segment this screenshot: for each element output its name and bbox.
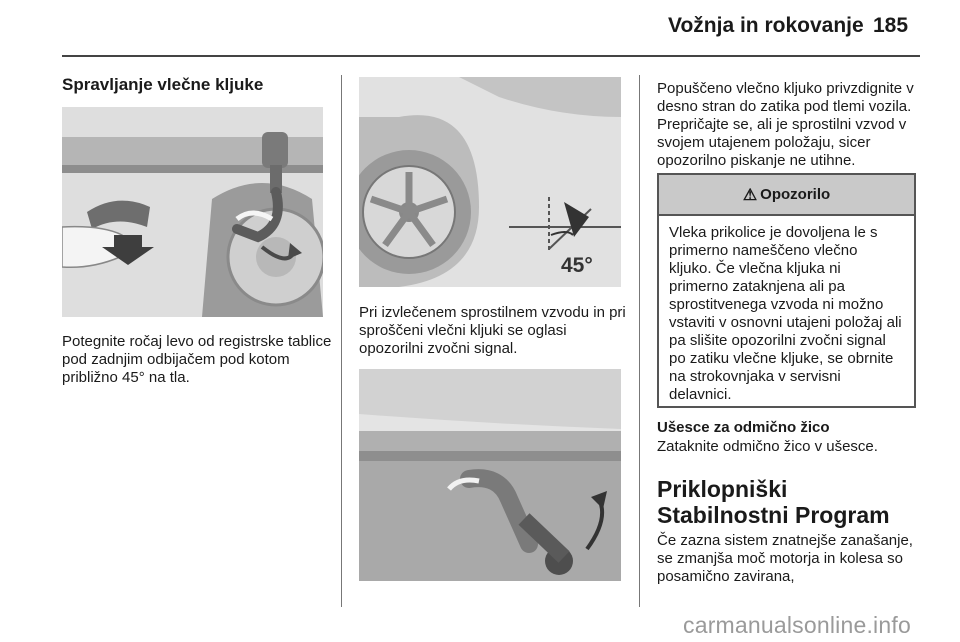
subheading-cable-eyelet: Ušesce za odmično žico — [657, 419, 830, 436]
header-rule — [62, 55, 920, 57]
paragraph-cable-eyelet: Zataknite odmično žico v ušesce. — [657, 438, 878, 455]
running-header-title: Vožnja in rokovanje — [668, 14, 864, 37]
column-divider-1 — [341, 75, 342, 607]
paragraph-trailer-stability: Če zazna sistem znatnejše zanašanje, se zmanjša moč motorja in kolesa so posamično zavirana, — [657, 532, 913, 585]
column-divider-2 — [639, 75, 640, 607]
section-title-trailer-stability: Priklopniški Stabilnostni Program — [657, 476, 890, 528]
angle-label: 45° — [561, 254, 593, 277]
figure-release-handle — [62, 107, 323, 317]
warning-text: Vleka prikolice je dovoljena le s primerno nameščeno vlečno kljuko. Če vlečna kljuka ni primerno zataknjena ali pa sprostitvenega vzvoda ni možno vstaviti v osnovni utajeni položaj ali pa slišite opozorilni zvočni signal po zatiku vlečne kljuke, se obrnite na strokovnjaka v servisni delavnici. — [669, 224, 902, 403]
paragraph-pull-handle: Potegnite ročaj levo od registrske tablice pod zadnjim odbijačem pod kotom približno 45° na tla. — [62, 333, 332, 386]
watermark-text: carmanualsonline.info — [683, 612, 911, 638]
warning-triangle-icon: ⚠ — [742, 186, 758, 204]
paragraph-raise-hook: Popuščeno vlečno kljuko privzdignite v desno stran do zatika pod tlemi vozila. Prepričajte se, ali je sprostilni vzvod v svojem utajenem položaju, sicer opozorilno piskanje ne utihne. — [657, 80, 914, 169]
warning-header — [659, 175, 914, 216]
figure-tow-hook-stowed — [359, 369, 621, 581]
warning-title: Opozorilo — [760, 186, 831, 203]
page-number: 185 — [873, 14, 909, 37]
figure-45-degree-angle — [359, 77, 621, 287]
paragraph-warning-signal: Pri izvlečenem sprostilnem vzvodu in pri sproščeni vlečni kljuki se oglasi opozorilni zvočni signal. — [359, 304, 626, 357]
warning-box — [657, 173, 916, 408]
section-title-tow-hook-stowing: Spravljanje vlečne kljuke — [62, 75, 264, 94]
